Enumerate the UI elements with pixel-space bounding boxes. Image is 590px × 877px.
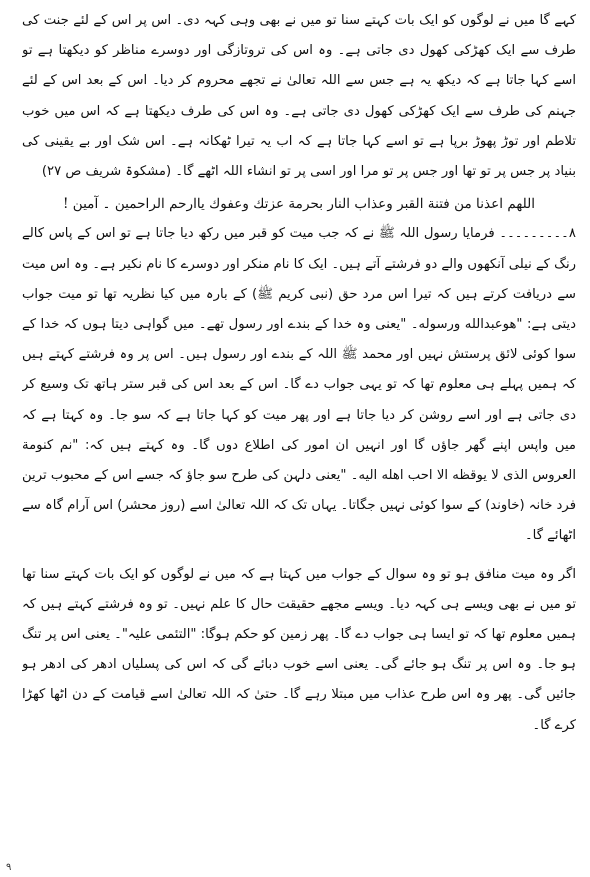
paragraph-2: ۸۔۔۔۔۔۔۔۔۔ فرمایا رسول اللہ ﷺ نے کہ جب میت کو قبر میں رکھ دیا جاتا ہے تو اس کے پاس کالے رنگ کے نیلی آنکھوں والے دو فرشتے آتے ہیں۔ ایک کا نام منکر اور دوسرے کا نام نکیر ہے۔ وہ اس میت سے دریافت کرتے ہیں کہ تیرا اس مرد حق (نبی کریم ﷺ) کے بارہ میں کیا نظریہ تھا تو میت جواب دیتی ہے: "هوعبدالله ورسوله۔ "یعنی وہ خدا کے بندے اور رسول تھے۔ میں گواہی دیتا ہوں کہ خدا کے سوا کوئی لائق پرستش نہیں اور محمد ﷺ اللہ کے بندے اور رسول ہیں۔ اس پر وہ فرشتے کہتے ہیں کہ ہمیں پہلے ہی معلوم تھا کہ تو یہی جواب دے گا۔ اس کے بعد اس کی قبر ستر ہاتھ تک وسیع کر دی جاتی ہے اور اسے روشن کر دیا جاتا ہے اور پھر میت کو کہا جاتا ہے کہ سو جا۔ وہ کہتا ہے کہ میں واپس اپنے گھر جاؤں گا اور انہیں ان امور کی اطلاع دوں گا۔ وہ کہتے ہیں کہ: "نم كنومة العروس الذى لا يوقظه الا احب اهله اليه۔ "یعنی دلہن کی طرح سو جاؤ کہ جسے اس کے محبوب ترین فرد خانہ (خاوند) کے سوا کوئی نہیں جگاتا۔ یہاں تک کہ اللہ تعالیٰ اسے (روز محشر) اس آرام گاہ سے اٹھائے گا۔ bbox=[22, 226, 576, 544]
page-body bbox=[22, 6, 576, 861]
paragraph-3: اگر وہ میت منافق ہو تو وہ سوال کے جواب میں کہتا ہے کہ میں نے لوگوں کو ایک بات کہتے سنا تھا تو میں نے بھی ویسے ہی کہہ دیا۔ ویسے مجھے حقیقت حال کا علم نہیں۔ تو وہ فرشتے کہتے ہیں کہ ہمیں معلوم تھا کہ تو ایسا ہی جواب دے گا۔ پھر زمین کو حکم ہوگا: "التئمی علیہ"۔ یعنی اس پر تنگ ہو جا۔ وہ اس پر تنگ ہو جائے گی۔ یعنی اسے خوب دبائے گی کہ اس کی پسلیاں ادھر کی ادھر ہو جائیں گی۔ پھر وہ اس طرح عذاب میں مبتلا رہے گا۔ حتیٰ کہ اللہ تعالیٰ اسے قیامت کے دن اٹھا کھڑا کرے گا۔ bbox=[22, 566, 576, 733]
page-number: ۹ bbox=[6, 862, 12, 873]
paragraph-1: کہے گا میں نے لوگوں کو ایک بات کہتے سنا تو میں نے بھی وہی کہہ دی۔ اس پر اس کے لئے جنت کی طرف سے ایک کھڑکی کھول دی جاتی ہے۔ وہ اس کی تروتازگی اور دوسرے مناظر کو دیکھتا ہے تو اسے کہا جاتا ہے کہ دیکھ یہ ہے جس سے اللہ تعالیٰ نے تجھے محروم کر دیا۔ اس کے بعد اس کے لئے جہنم کی طرف سے ایک کھڑکی کھول دی جاتی ہے۔ وہ اس کی طرف دیکھتا ہے کہ اس میں خوب تلاطم اور توڑ پھوڑ برپا ہے تو اسے کہا جاتا ہے کہ اب یہ تیرا ٹھکانہ ہے۔ اس شک اور بے یقینی کی بنیاد پر جس پر تو تھا اور جس پر تو مرا اور اسی پر تو انشاء اللہ اٹھے گا۔ (مشکوۃ شریف ص ۲۷) bbox=[22, 13, 576, 180]
arabic-prayer: اللهم اعذنا من فتنة القبر وعذاب النار بحرمة عزتك وعفوك ياارحم الراحمين ۔ آمين ! bbox=[62, 196, 536, 213]
